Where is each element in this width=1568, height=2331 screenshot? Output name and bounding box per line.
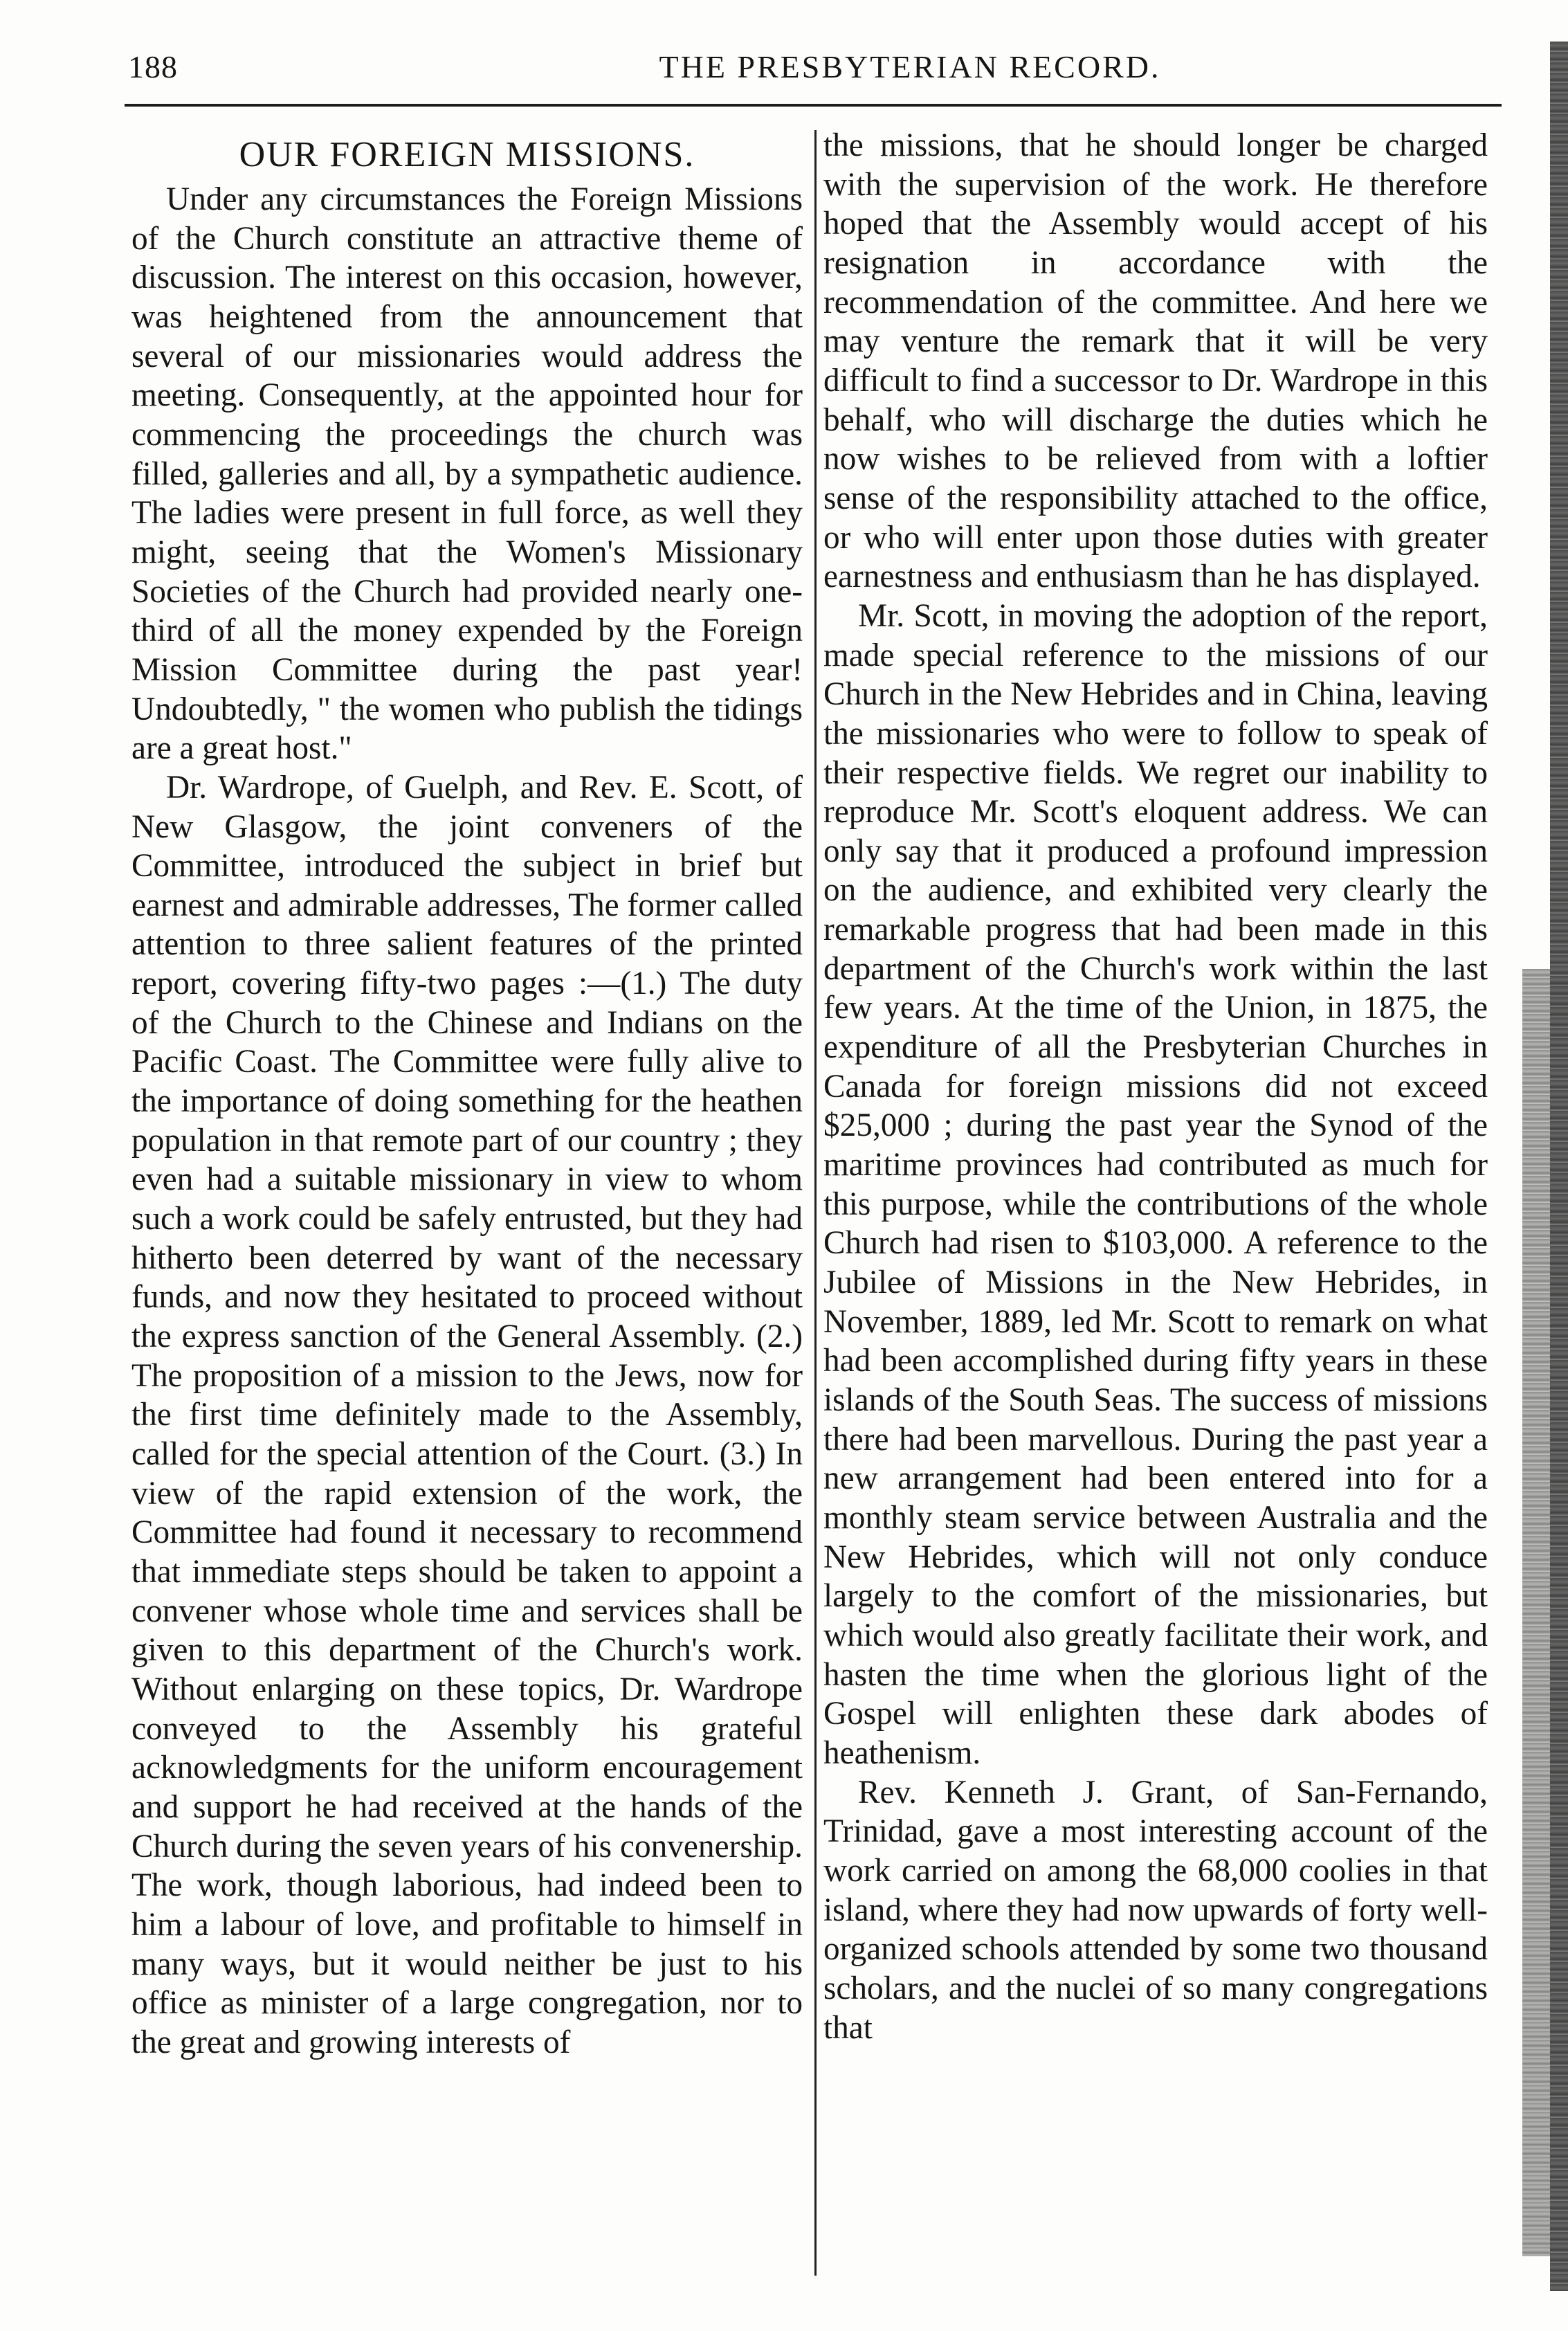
column-divider xyxy=(814,130,817,2276)
paragraph-grant: Rev. Kenneth J. Grant, of San-Fernando, Trinidad, gave a most interesting account of the work carried on among the 68,000 coolies in that island, where they had now upwards of forty well-organized schools attended by some two thousand scholars, and the nuclei of so many congregations that xyxy=(823,1774,1488,2046)
left-column xyxy=(131,126,803,2062)
scanned-page-edge xyxy=(1550,42,1568,2291)
page-header xyxy=(128,43,1491,98)
paragraph-intro: Under any circumstances the Foreign Missions of the Church constitute an attractive theme of discussion. The interest on this occasion, however, was heightened from the announcement that several of our missionaries would address the meeting. Consequently, at the appointed hour for commencing the proceedings the church was filled, galleries and all, by a sympathetic audience. The ladies were present in full force, as well they might, seeing that the Women's Missionary Societies of the Church had provided nearly one-third of all the money expended by the Foreign Mission Committee during the past year! Undoubtedly, " the women who publish the tidings are a great host." xyxy=(131,181,803,767)
journal-title: THE PRESBYTERIAN RECORD. xyxy=(659,49,1161,84)
page-number: 188 xyxy=(128,49,178,84)
scanned-page-edge-shadow xyxy=(1522,969,1550,2256)
article-title: OUR FOREIGN MISSIONS. xyxy=(239,135,695,174)
paragraph-wardrope: Dr. Wardrope, of Guelph, and Rev. E. Scott, of New Glasgow, the joint conveners of the Committee, introduced the subject in brief but earnest and admirable addresses, The former called attention to three salient features of the printed report, covering fifty-two pages :—(1.) The duty of the Church to the Chinese and Indians on the Pacific Coast. The Committee were fully alive to the importance of doing something for the heathen population in that remote part of our country ; they even had a suitable missionary in view to whom such a work could be safely entrusted, but they had hitherto been deterred by want of the necessary funds, and now they hesitated to proceed without the express sanction of the General Assembly. (2.) The proposition of a mission to the Jews, now for the first time definitely made to the Assembly, called for the special attention of the Court. (3.) In view of the rapid extension of the work, the Committee had found it necessary to recommend that immediate steps should be taken to appoint a convener whose whole time and services shall be given to this department of the Church's work. Without enlarging on these topics, Dr. Wardrope conveyed to the Assembly his grateful acknowledgments for the uniform encouragement and support he had received at the hands of the Church during the seven years of his convenership. The work, though laborious, had indeed been to him a labour of love, and profitable to himself in many ways, but it would neither be just to his office as minister of a large congregation, nor to the great and growing interests of xyxy=(131,769,803,2060)
right-column xyxy=(823,126,1488,2047)
header-rule xyxy=(125,104,1502,107)
paragraph-continuation: the missions, that he should longer be charged with the supervision of the work. He therefore hoped that the Assembly would accept of his resignation in accordance with the recommendation of the committee. And here we may venture the remark that it will be very difficult to find a successor to Dr. Wardrope in this behalf, who will discharge the duties which he now wishes to be relieved from with a loftier sense of the responsibility attached to the office, or who will enter upon those duties with greater earnestness and enthusiasm than he has displayed. xyxy=(823,127,1488,595)
paragraph-scott: Mr. Scott, in moving the adoption of the report, made special reference to the missions of our Church in the New Hebrides and in China, leaving the missionaries who were to follow to speak of their respective fields. We regret our inability to reproduce Mr. Scott's eloquent address. We can only say that it produced a profound impression on the audience, and exhibited very clearly the remarkable progress that had been made in this department of the Church's work within the last few years. At the time of the Union, in 1875, the expenditure of all the Presbyterian Churches in Canada for foreign missions did not exceed $25,000 ; during the past year the Synod of the maritime provinces had contributed as much for this purpose, while the contributions of the whole Church had risen to $103,000. A reference to the Jubilee of Missions in the New Hebrides, in November, 1889, led Mr. Scott to remark on what had been accomplished during fifty years in these islands of the South Seas. The success of missions there had been marvellous. During the past year a new arrangement had been entered into for a monthly steam service between Australia and the New Hebrides, which will not only conduce largely to the comfort of the missionaries, but which would also greatly facilitate their work, and hasten the time when the glorious light of the Gospel will enlighten these dark abodes of heathenism. xyxy=(823,597,1488,1771)
